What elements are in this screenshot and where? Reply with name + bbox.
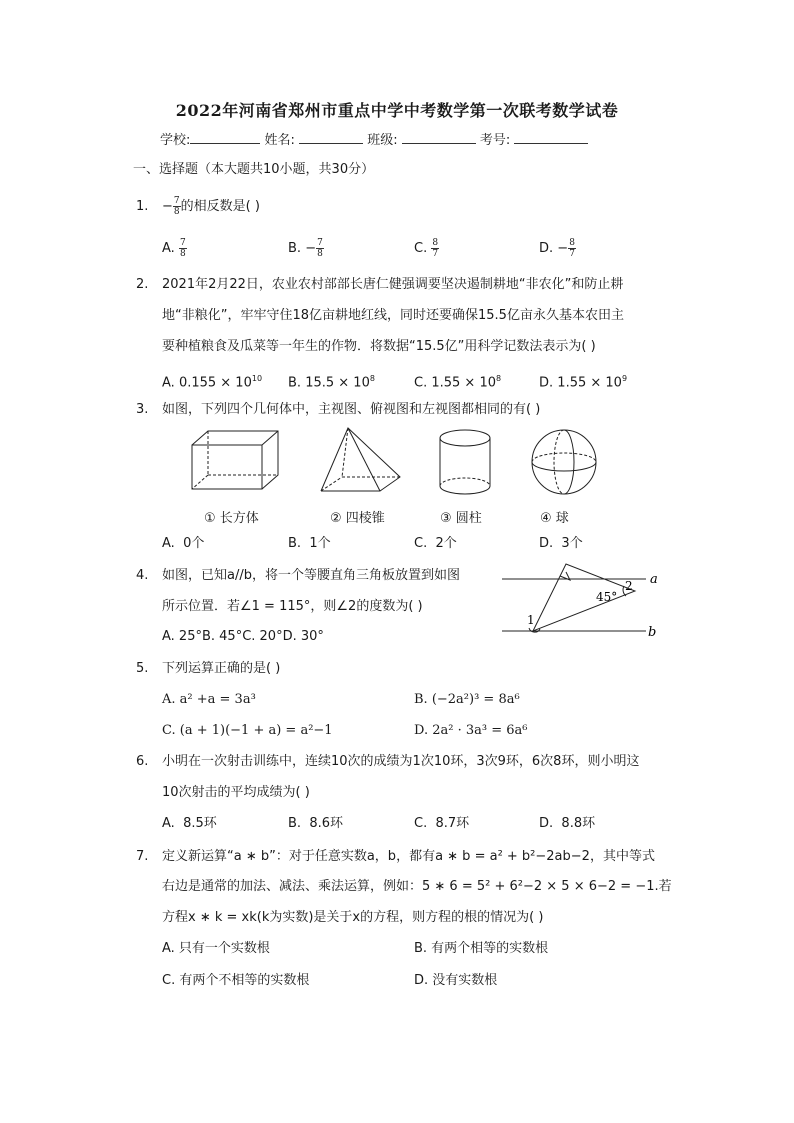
name-blank[interactable] [299,131,363,144]
q3-option-b[interactable]: B. 1个 [288,536,331,551]
q7-option-c[interactable]: C. 有两个不相等的实数根 [162,973,310,988]
q5-option-d[interactable]: D. 2a² · 3a³ = 6a⁶ [414,723,528,738]
q2-line-3: 要种植粮食及瓜菜等一年生的作物．将数据“15.5亿”用科学记数法表示为( ) [162,339,596,354]
q1-option-c[interactable]: C. $\frac{8}{7}$ [414,238,439,259]
q4-line-2: 所示位置．若∠1 = 115°，则∠2的度数为( ) [162,599,423,614]
q2-option-b[interactable]: B. $15.5 \times 10^8$ [288,374,375,391]
school-blank[interactable] [190,131,260,144]
q1-option-d[interactable]: D. − $\frac{8}{7}$ [539,238,575,259]
section-heading: 一、选择题（本大题共10小题，共30分） [133,162,375,177]
page-title: 2022年河南省郑州市重点中学中考数学第一次联考数学试卷 [175,101,619,120]
pyramid-figure [318,425,408,495]
q3-option-d[interactable]: D. 3个 [539,536,583,551]
id-label: 考号: [479,133,511,148]
q1-number: 1. [136,199,149,214]
q2-line-2: 地“非粮化”，牢牢守住18亿亩耕地红线，同时还要确保15.5亿亩永久基本农田主 [162,308,624,323]
caption-pyramid: ② 四棱锥 [330,511,385,526]
q4-line-1: 如图，已知a//b，将一个等腰直角三角板放置到如图 [162,568,460,583]
parallel-lines-figure [500,560,670,645]
label-b: b [648,625,657,640]
q6-line-2: 10次射击的平均成绩为( ) [162,785,310,800]
q6-option-a[interactable]: A. 8.5环 [162,816,217,831]
q3-option-c[interactable]: C. 2个 [414,536,457,551]
sphere-figure [530,428,600,498]
q5-number: 5. [136,661,149,676]
q7-line-3: 方程x ∗ k = xk(k为实数)是关于x的方程，则方程的根的情况为( ) [162,910,544,925]
q6-option-c[interactable]: C. 8.7环 [414,816,470,831]
label-45: 45° [596,590,618,604]
q4-options[interactable]: A. 25°B. 45°C. 20°D. 30° [162,629,324,644]
q2-number: 2. [136,277,149,292]
caption-cylinder: ③ 圆柱 [440,511,482,526]
cuboid-figure [190,425,280,495]
label-angle-1: 1 [527,613,535,627]
q1-text: 的相反数是( ) [180,199,260,214]
id-blank[interactable] [514,131,588,144]
q1-option-a[interactable]: A. $\frac{7}{8}$ [162,238,186,259]
q6-line-1: 小明在一次射击训练中，连续10次的成绩为1次10环，3次9环，6次8环，则小明这 [162,754,640,769]
q2-option-a[interactable]: A. $0.155 \times 10^{10}$ [162,374,263,391]
class-label: 班级: [367,133,398,148]
q7-option-a[interactable]: A. 只有一个实数根 [162,941,270,956]
label-angle-2: 2 [625,579,633,593]
name-label: 姓名: [264,133,295,148]
q5-option-c[interactable]: C. (a + 1)(−1 + a) = a²−1 [162,723,333,738]
q5-option-a[interactable]: A. a² +a = 3a³ [162,692,256,707]
q7-option-d[interactable]: D. 没有实数根 [414,973,498,988]
q5-stem: 下列运算正确的是( ) [162,661,281,676]
q7-line-2: 右边是通常的加法、减法、乘法运算，例如：5 ∗ 6 = 5² + 6²−2 × 5 × 6−2 = −1.若 [162,879,672,894]
label-a: a [650,572,658,587]
q7-number: 7. [136,849,149,864]
q1-fraction: $\frac{7}{8}$ [173,196,180,217]
q3-stem: 如图，下列四个几何体中，主视图、俯视图和左视图都相同的有( ) [162,402,541,417]
set-square [533,564,635,631]
q7-option-b[interactable]: B. 有两个相等的实数根 [414,941,549,956]
q4-number: 4. [136,568,149,583]
student-info-line [160,129,588,148]
q2-option-d[interactable]: D. $1.55 \times 10^9$ [539,374,628,391]
q1-stem [162,196,260,217]
q5-option-b[interactable]: B. (−2a²)³ = 8a⁶ [414,692,520,707]
q1-minus: − [162,199,173,214]
q3-option-a[interactable]: A. 0个 [162,536,205,551]
q6-option-d[interactable]: D. 8.8环 [539,816,596,831]
q6-option-b[interactable]: B. 8.6环 [288,816,344,831]
q6-number: 6. [136,754,149,769]
q7-line-1: 定义新运算“a ∗ b”：对于任意实数a，b，都有a ∗ b = a² + b²−2ab−2，其中等式 [162,849,655,864]
school-label: 学校: [160,133,191,148]
caption-cuboid: ① 长方体 [204,511,259,526]
q2-option-c[interactable]: C. $1.55 \times 10^8$ [414,374,502,391]
class-blank[interactable] [402,131,476,144]
caption-sphere: ④ 球 [540,511,569,526]
q3-number: 3. [136,402,149,417]
q2-line-1: 2021年2月22日，农业农村部部长唐仁健强调要坚决遏制耕地“非农化”和防止耕 [162,277,624,292]
q1-option-b[interactable]: B. − $\frac{7}{8}$ [288,238,323,259]
cylinder-figure [438,428,498,496]
